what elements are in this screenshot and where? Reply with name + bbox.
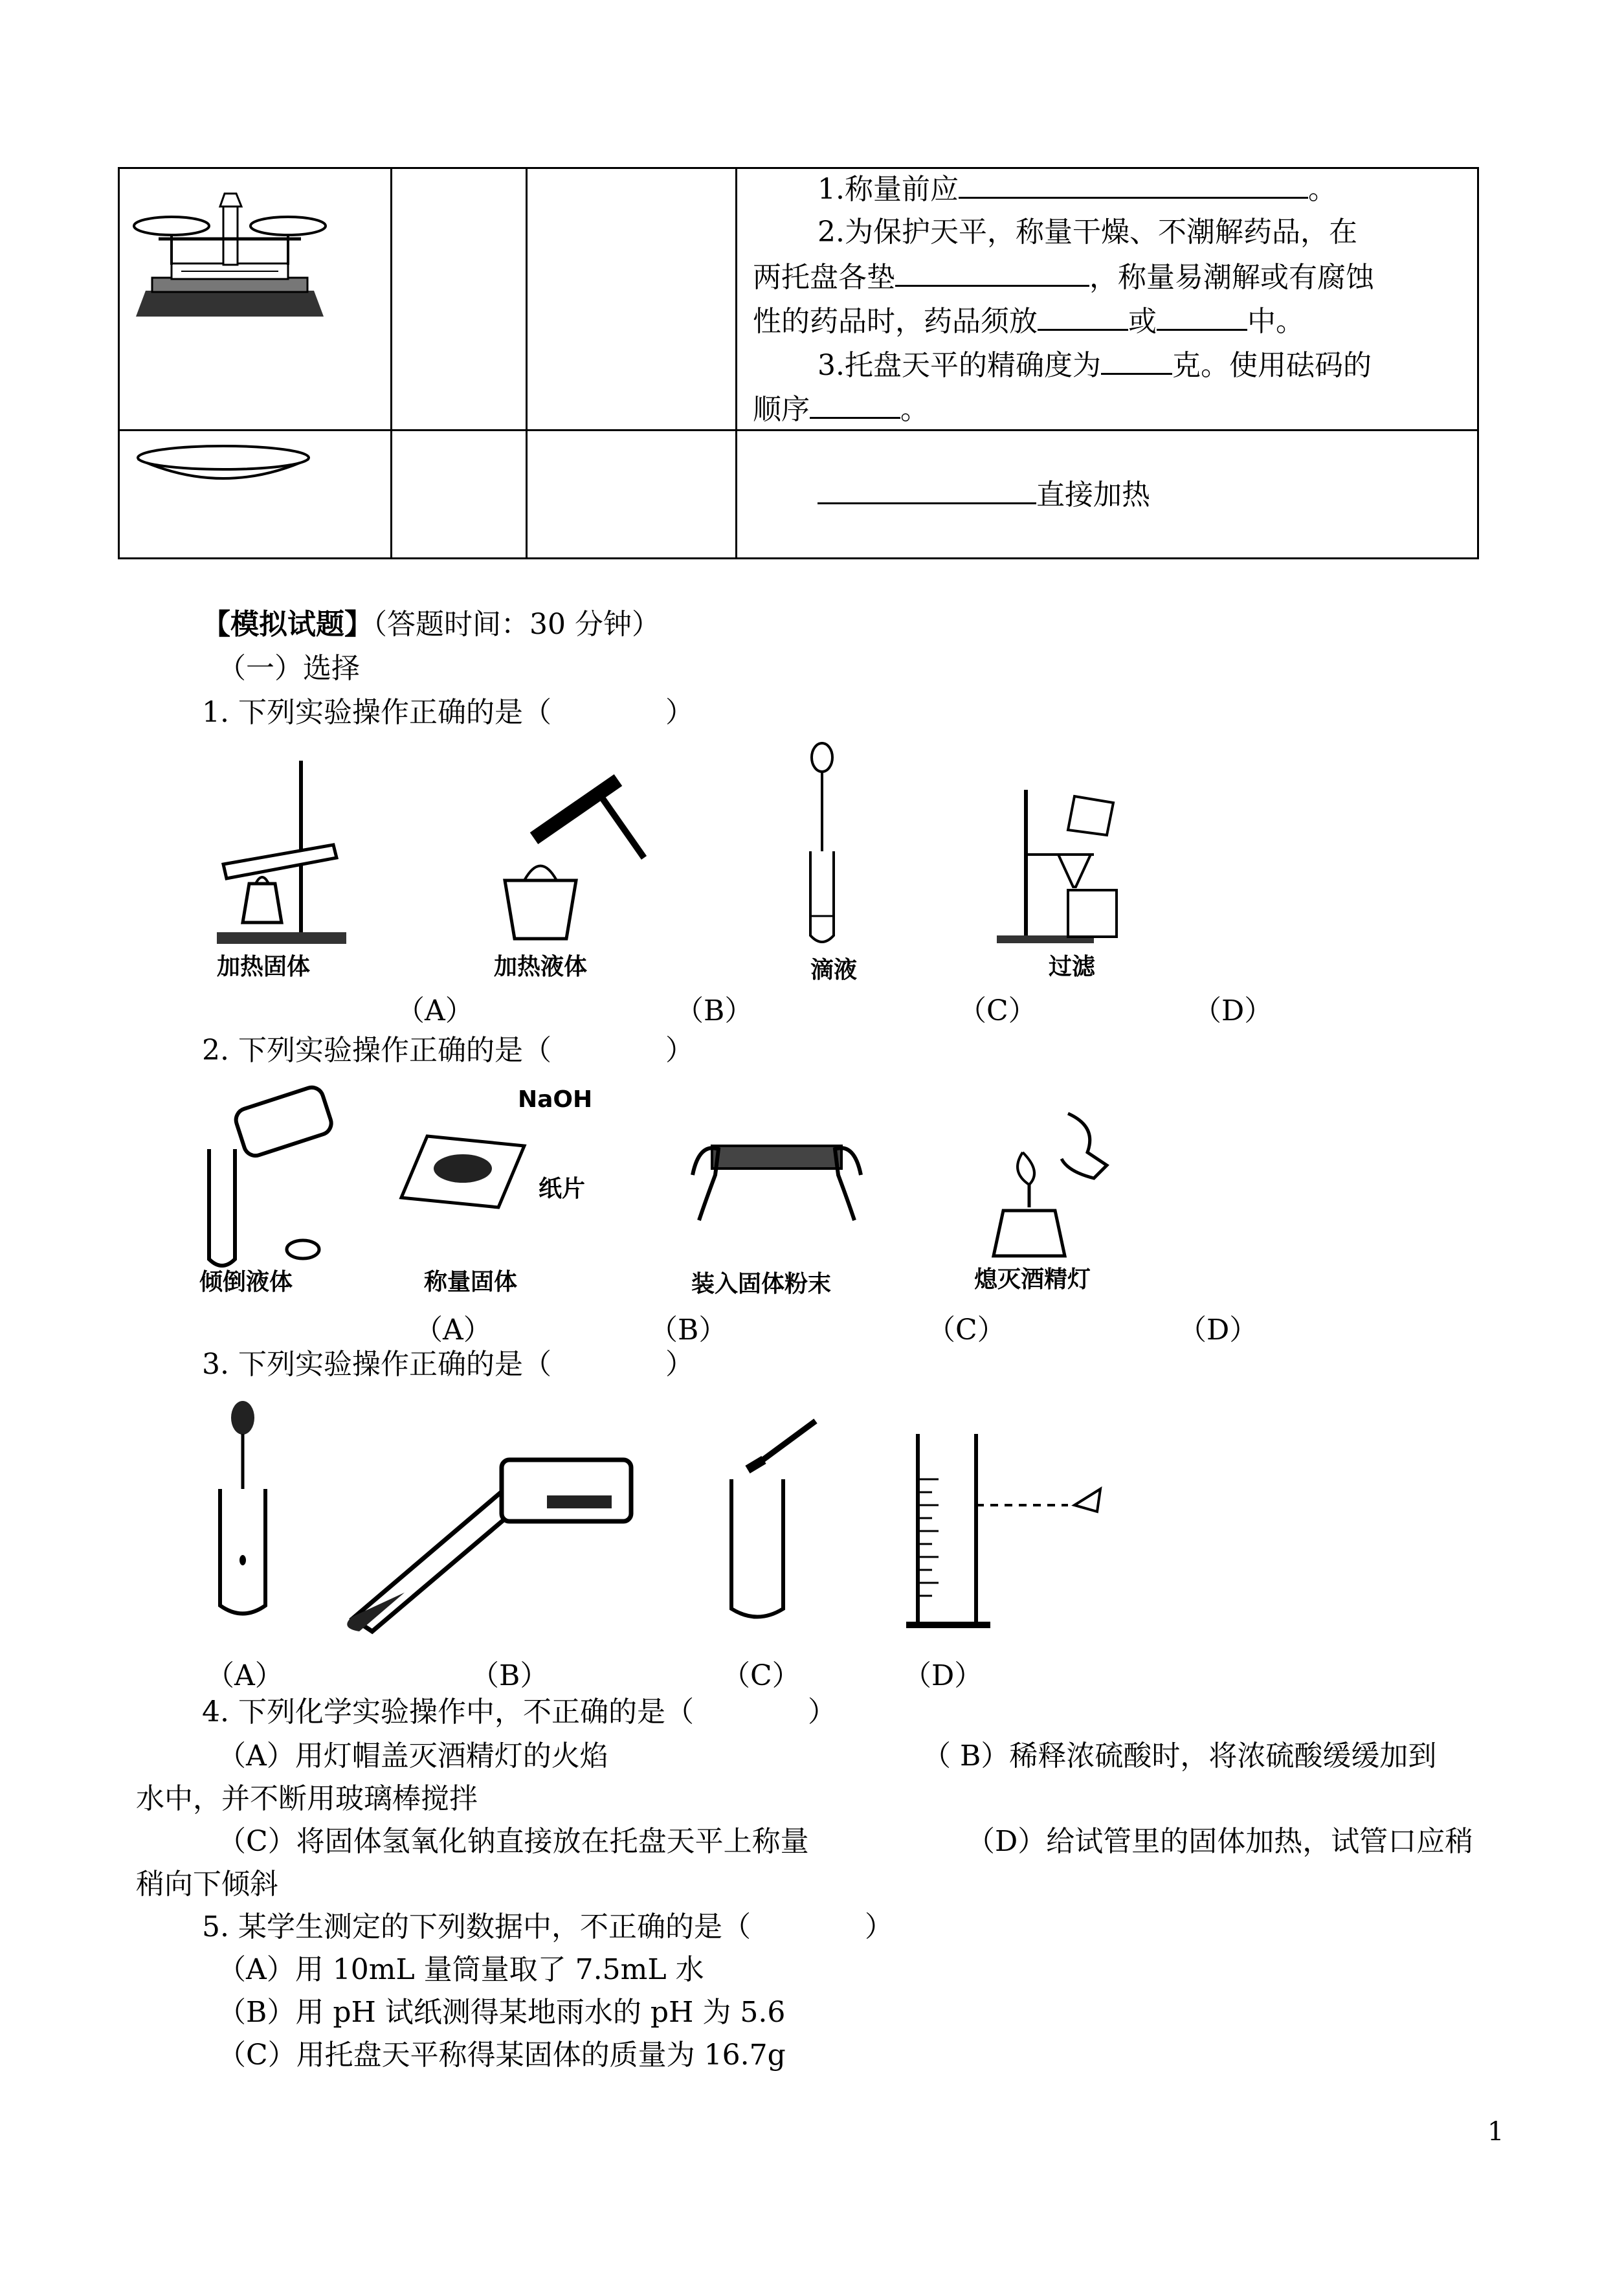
q4-option-b-cont: 水中，并不断用玻璃棒搅拌 xyxy=(136,1782,478,1815)
q1-caption-a: 加热固体 xyxy=(217,954,311,980)
q2-pour-liquid-figure xyxy=(199,1084,348,1272)
q3-dropper-in-tube-figure xyxy=(214,1398,278,1625)
table-row2-text: 直接加热 xyxy=(818,473,1150,517)
table-col-divider xyxy=(390,169,392,557)
balance-illustration xyxy=(133,187,327,336)
q2-caption-a: 倾倒液体 xyxy=(199,1269,293,1295)
q3-tongs-tube-figure xyxy=(722,1415,825,1628)
q4-option-b: （ B）稀释浓硫酸时，将浓硫酸缓缓加到 xyxy=(922,1739,1437,1773)
q2-stem: 2. 下列实验操作正确的是（ ） xyxy=(202,1034,694,1067)
q1-option-b: （B） xyxy=(675,994,753,1027)
q1-filter-figure xyxy=(997,783,1146,945)
table-row1-line2: 2.为保护天平，称量干燥、不潮解药品，在 xyxy=(818,216,1357,249)
q1-caption-c: 滴液 xyxy=(810,957,858,983)
q2-option-a: （A） xyxy=(414,1314,492,1347)
q5-option-c: （C）用托盘天平称得某固体的质量为 16.7g xyxy=(217,2039,786,2072)
q1-caption-d: 过滤 xyxy=(1049,954,1096,980)
q4-option-d-cont: 稍向下倾斜 xyxy=(136,1868,278,1901)
q4-option-a: （A）用灯帽盖灭酒精灯的火焰 xyxy=(217,1739,608,1773)
q4-option-c: （C）将固体氢氧化钠直接放在托盘天平上称量 xyxy=(217,1825,809,1858)
q2-caption-d: 熄灭酒精灯 xyxy=(974,1266,1091,1293)
q2-option-c: （C） xyxy=(927,1314,1006,1347)
q3-option-c: （C） xyxy=(722,1659,801,1692)
q2-option-d: （D） xyxy=(1178,1314,1258,1347)
q2-weigh-solid-figure xyxy=(401,1130,531,1214)
q4-stem: 4. 下列化学实验操作中，不正确的是（ ） xyxy=(202,1695,836,1728)
q1-dropper-figure xyxy=(796,741,848,955)
q3-option-a: （A） xyxy=(206,1659,284,1692)
q3-pour-into-tube-figure xyxy=(333,1450,638,1631)
section-header: 【模拟试题】（答题时间：30 分钟） xyxy=(202,608,660,641)
table-row1-line4: 性的药品时，药品须放 或 中。 xyxy=(753,299,1304,343)
q1-option-a: （A） xyxy=(396,994,474,1027)
table-row1-line3: 两托盘各垫 ，称量易潮解或有腐蚀 xyxy=(753,255,1374,299)
q2-extinguish-lamp-figure xyxy=(958,1101,1120,1262)
q1-caption-b: 加热液体 xyxy=(494,954,588,980)
q4-option-d: （D）给试管里的固体加热，试管口应稍 xyxy=(966,1825,1474,1858)
q3-option-b: （B） xyxy=(471,1659,549,1692)
q2-add-powder-figure xyxy=(686,1130,867,1233)
q1-option-d: （D） xyxy=(1193,994,1273,1027)
table-col-divider xyxy=(735,169,737,557)
q2-option-b: （B） xyxy=(649,1314,728,1347)
table-col-divider xyxy=(526,169,528,557)
q5-stem: 5. 某学生测定的下列数据中，不正确的是（ ） xyxy=(202,1910,893,1943)
q2-caption-c: 装入固体粉末 xyxy=(691,1271,832,1297)
table-row1-line1: 1.称量前应 。 xyxy=(818,167,1337,211)
q1-stem: 1. 下列实验操作正确的是（ ） xyxy=(202,696,694,729)
subsection-heading: （一）选择 xyxy=(217,652,360,685)
q3-stem: 3. 下列实验操作正确的是（ ） xyxy=(202,1348,694,1381)
evaporating-dish-illustration xyxy=(133,440,314,498)
q3-option-d: （D） xyxy=(903,1659,983,1692)
table-row1-line6: 顺序 。 xyxy=(753,387,929,431)
q3-graduated-cylinder-figure xyxy=(906,1421,1120,1635)
q5-option-b: （B）用 pH 试纸测得某地雨水的 pH 为 5.6 xyxy=(217,1996,786,2029)
q2-label-naoh: NaOH xyxy=(518,1086,593,1113)
q1-heat-solid-figure xyxy=(210,754,353,948)
q2-label-paper: 纸片 xyxy=(539,1176,586,1202)
table-row1-line5: 3.托盘天平的精确度为 克。使用砝码的 xyxy=(818,343,1372,387)
q5-option-a: （A）用 10mL 量筒量取了 7.5mL 水 xyxy=(217,1953,704,1986)
q2-caption-b: 称量固体 xyxy=(424,1269,518,1295)
q1-heat-liquid-figure xyxy=(489,767,657,942)
q1-option-c: （C） xyxy=(958,994,1037,1027)
page-number: 1 xyxy=(1487,2117,1504,2147)
